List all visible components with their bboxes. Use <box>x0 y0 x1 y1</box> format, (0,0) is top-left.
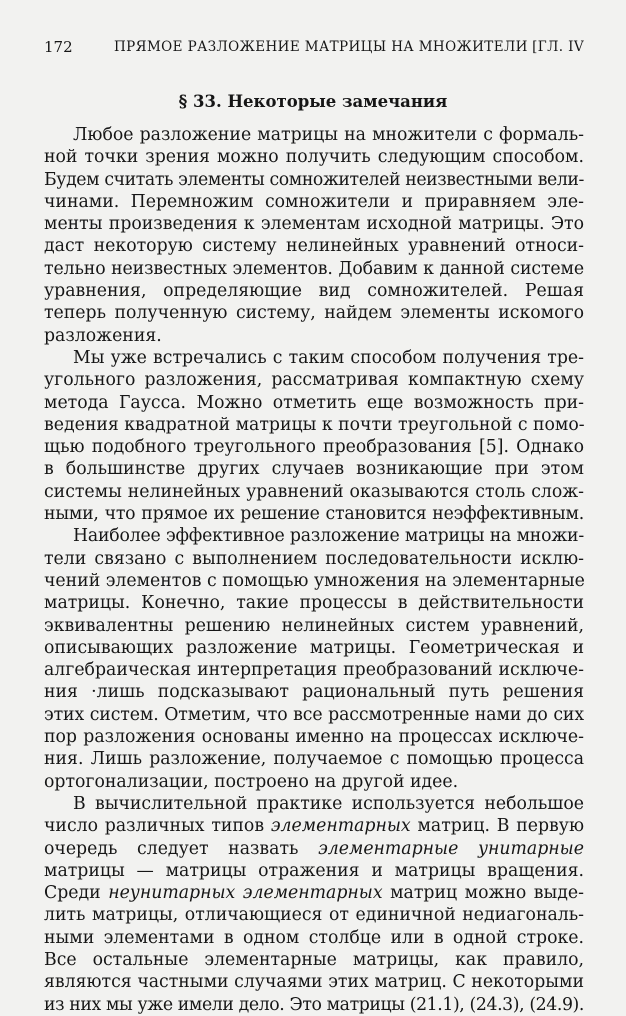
text-line: алгебраическая интерпретация преобразований исключе- <box>44 660 584 681</box>
text-line: Будем считать элементы сомножителей неизвестными вели- <box>44 169 584 190</box>
chapter-label: [ГЛ. IV <box>532 39 584 55</box>
text-line: в большинстве других случаев возникающие при этом <box>44 459 584 480</box>
text-line: ния. Лишь разложение, получаемое с помощью процесса <box>44 749 584 770</box>
section-title: § 33. Некоторые замечания <box>178 92 448 111</box>
text-line: уравнения, определяющие вид сомножителей. Решая <box>44 281 584 302</box>
text-line: чений элементов с помощью умножения на элементарные <box>44 570 585 591</box>
text-line: ными элементами в одном столбце или в одной строке. <box>44 927 584 948</box>
text-line: метода Гаусса. Можно отметить еще возможность при- <box>44 392 584 413</box>
text-line: В вычислительной практике используется небольшое <box>73 793 584 814</box>
text-line: эквивалентны решению нелинейных систем уравнений, <box>44 615 584 636</box>
emphasis: элементарных <box>270 816 411 837</box>
page-number: 172 <box>44 38 73 56</box>
text-line: этих систем. Отметим, что все рассмотренные нами до сих <box>44 704 584 725</box>
text-line: Все остальные элементарные матрицы, как правило, <box>44 949 584 970</box>
text-line: щью подобного треугольного преобразования [5]. Однако <box>44 437 584 458</box>
running-header <box>44 38 584 58</box>
body-text <box>44 124 584 1016</box>
running-title: ПРЯМОЕ РАЗЛОЖЕНИЕ МАТРИЦЫ НА МНОЖИТЕЛИ <box>114 39 528 55</box>
text-line: пор разложения основаны именно на процессах исключе- <box>44 727 584 748</box>
text-line: Любое разложение матрицы на множители с формаль- <box>73 125 584 145</box>
text-line: системы нелинейных уравнений оказываются столь слож- <box>44 481 584 502</box>
text-line: из них мы уже имели дело. Это матрицы (21.1), (24.3), (24.9). <box>44 994 584 1015</box>
text-line: ортогонализации, построено на другой идее. <box>44 771 459 792</box>
paragraph-3 <box>44 525 584 793</box>
paragraph-4 <box>44 793 584 1016</box>
emphasis: элементарные унитарные <box>318 838 584 859</box>
text-line: даст некоторую систему нелинейных уравнений относи- <box>44 236 584 257</box>
text-line: Среди неунитарных элементарных матриц можно выде- <box>44 883 584 904</box>
text-line: ведения квадратной матрицы к почти треугольной с помо- <box>44 414 585 435</box>
text-line: лить матрицы, отличающиеся от единичной недиагональ- <box>44 905 584 926</box>
text-line: разложения. <box>44 325 162 346</box>
text-line: описывающих разложение матрицы. Геометрическая и <box>44 637 584 658</box>
text-line: менты произведения к элементам исходной матрицы. Это <box>44 214 584 235</box>
text-line: теперь полученную систему, найдем элементы искомого <box>44 303 584 324</box>
text-line: очередь следует назвать элементарные унитарные <box>44 838 584 859</box>
paragraph-1 <box>44 124 584 347</box>
text-line: являются частными случаями этих матриц. С некоторыми <box>44 972 584 993</box>
text-line: Мы уже встречались с таким способом получения тре- <box>73 347 584 368</box>
text-line: тельно неизвестных элементов. Добавим к данной системе <box>44 258 584 279</box>
emphasis: неунитарных элементарных <box>108 883 383 904</box>
text-line: угольного разложения, рассматривая компактную схему <box>44 370 584 391</box>
text-line: матрицы. Конечно, такие процессы в действительности <box>44 593 584 614</box>
text-line: тели связано с выполнением последовательности исклю- <box>44 548 584 569</box>
text-line: чинами. Перемножим сомножители и приравняем эле- <box>44 191 584 212</box>
text-line: матрицы — матрицы отражения и матрицы вращения. <box>44 860 584 881</box>
text-line: ными, что прямое их решение становится неэффективным. <box>44 504 584 525</box>
paragraph-2 <box>44 347 584 525</box>
text-line: Наиболее эффективное разложение матрицы на множи- <box>73 526 584 547</box>
text-line: ния ·лишь подсказывают рациональный путь решения <box>44 682 584 703</box>
text-line: ной точки зрения можно получить следующим способом. <box>44 147 584 168</box>
text-line: число различных типов элементарных матриц. В первую <box>44 816 584 837</box>
